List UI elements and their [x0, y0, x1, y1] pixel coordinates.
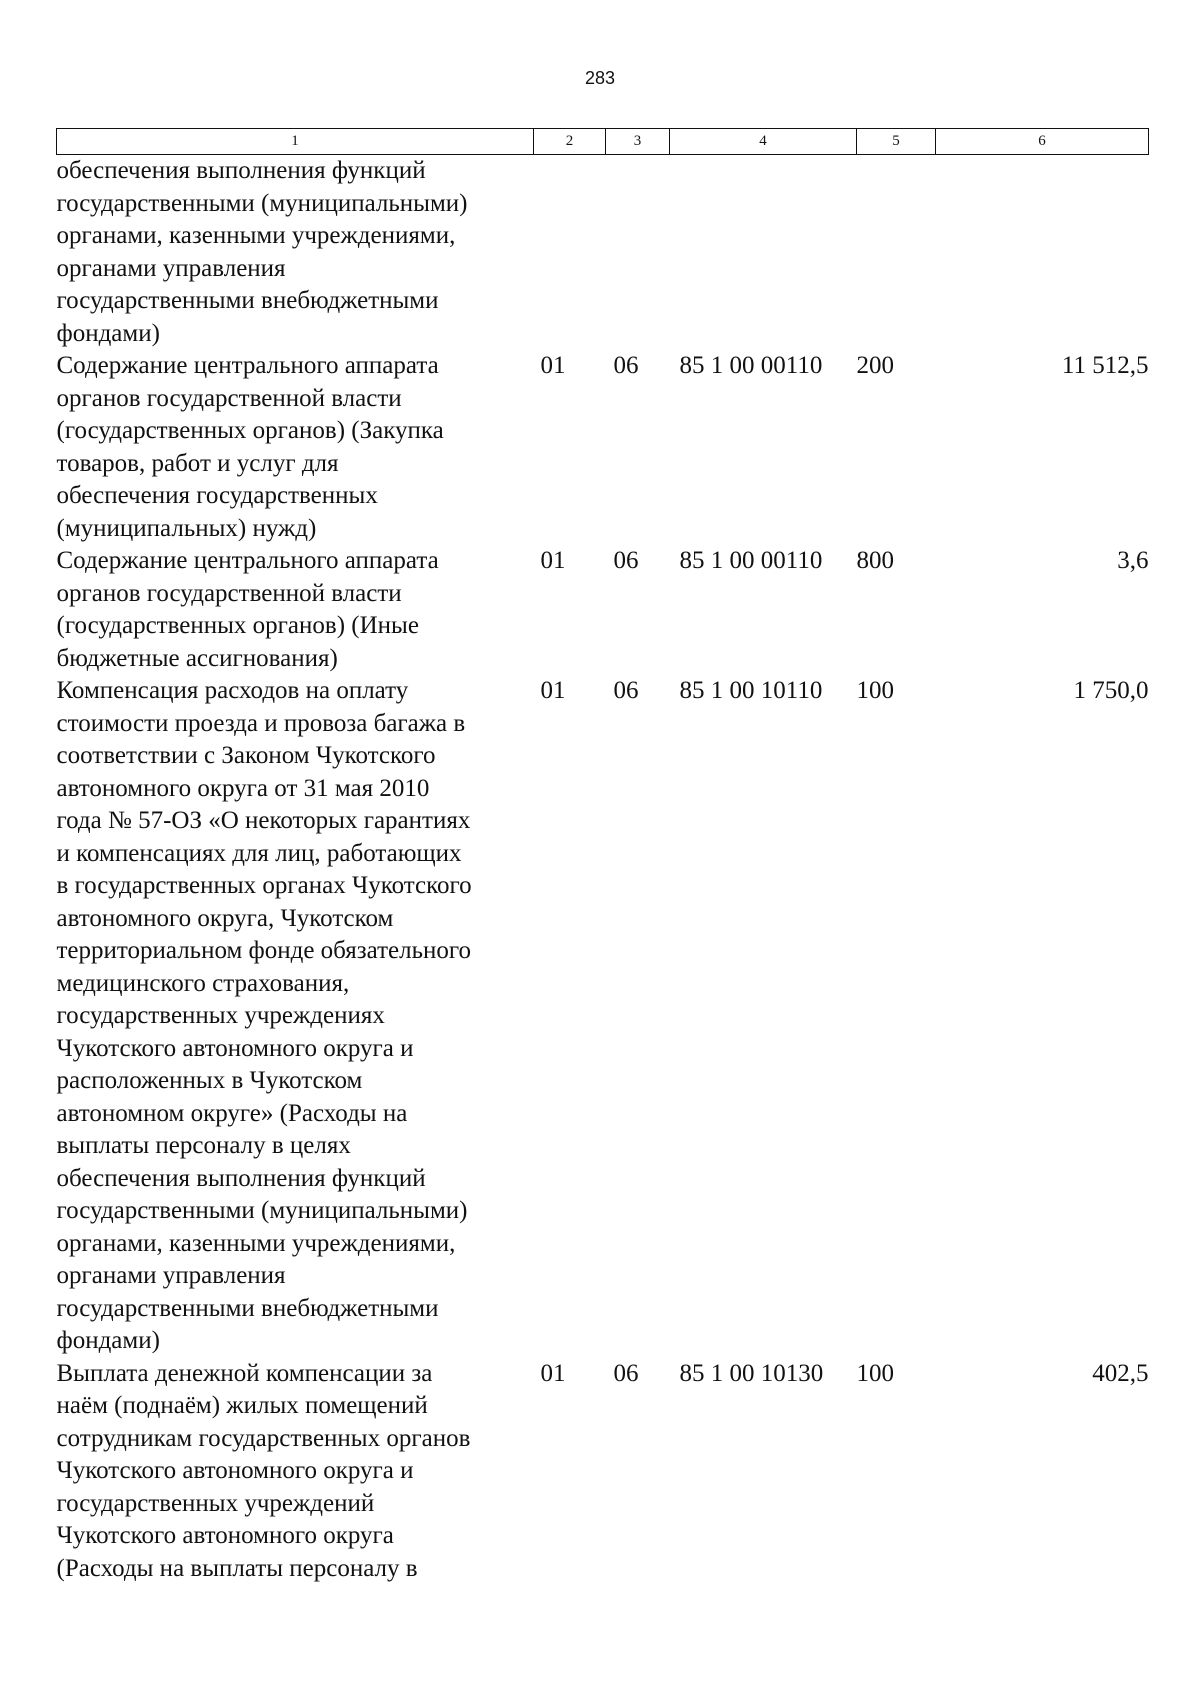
subsection-code: 06: [613, 352, 639, 379]
column-header-3: 3: [606, 129, 670, 155]
description-line: государственными (муниципальными): [56, 189, 468, 217]
description-line: (государственных органов) (Иные: [56, 612, 419, 639]
amount-value: 3,6: [1117, 547, 1149, 574]
target-article-code: 85 1 00 10130: [679, 1359, 824, 1387]
description-line: обеспечения выполнения функций: [56, 1164, 426, 1192]
page-number: 283: [584, 68, 616, 88]
description-line: бюджетные ассигнования): [56, 644, 338, 672]
description-line: Чукотского автономного округа: [56, 1522, 394, 1549]
column-header-1: 1: [57, 129, 534, 155]
expense-type-code: 200: [856, 352, 894, 379]
description-line: государственными (муниципальными): [56, 1197, 468, 1224]
description-line: Содержание центрального аппарата: [56, 352, 439, 379]
description-line: (государственных органов) (Закупка: [56, 417, 444, 444]
target-article-code: 85 1 00 10110: [679, 677, 823, 704]
section-code: [534, 155, 606, 351]
description-line: обеспечения выполнения функций: [56, 157, 426, 184]
description-line: государственными внебюджетными: [56, 287, 439, 314]
description-line: (Расходы на выплаты персоналу в: [56, 1554, 418, 1582]
subsection-code: [606, 155, 670, 351]
description-line: года № 57-ОЗ «О некоторых гарантиях: [56, 807, 471, 834]
subsection-code: 06: [613, 677, 639, 704]
row-description: [57, 675, 534, 1358]
table-row: [57, 675, 1149, 1358]
description-line: автономном округе» (Расходы на: [56, 1099, 408, 1127]
section-code: 01: [540, 1359, 566, 1387]
description-line: обеспечения государственных: [56, 482, 378, 509]
amount-value: 402,5: [1092, 1359, 1149, 1387]
description-line: стоимости проезда и провоза багажа в: [56, 709, 466, 737]
description-line: органами управления: [56, 254, 286, 282]
description-line: органов государственной власти: [56, 384, 402, 412]
row-description: [57, 155, 534, 351]
subsection-code: 06: [613, 547, 639, 574]
description-line: в государственных органах Чукотского: [56, 872, 472, 899]
expense-type-code: 800: [856, 547, 894, 574]
description-line: органами, казенными учреждениями,: [56, 1229, 456, 1257]
expense-type-code: [857, 155, 936, 351]
table-row: [57, 350, 1149, 545]
description-line: наём (поднаём) жилых помещений: [56, 1392, 428, 1419]
column-header-4: 4: [670, 129, 857, 155]
description-line: Чукотского автономного округа и: [56, 1034, 414, 1062]
row-description: [57, 350, 534, 545]
amount-value: 11 512,5: [1061, 352, 1149, 379]
description-line: сотрудникам государственных органов: [56, 1424, 471, 1452]
section-code: 01: [540, 677, 566, 704]
target-article-code: 85 1 00 00110: [679, 352, 823, 379]
description-line: территориальном фонде обязательного: [56, 937, 472, 964]
row-description: [57, 1358, 534, 1586]
table-row: [57, 155, 1149, 351]
description-line: Компенсация расходов на оплату: [56, 677, 409, 704]
table-row: [57, 545, 1149, 675]
description-line: государственных учреждений: [56, 1489, 375, 1517]
description-line: соответствии с Законом Чукотского: [56, 742, 436, 769]
column-header-2: 2: [534, 129, 606, 155]
budget-table-container: [56, 128, 1148, 1585]
description-line: Чукотского автономного округа и: [56, 1457, 414, 1484]
description-line: Выплата денежной компенсации за: [56, 1359, 433, 1387]
table-body: [57, 155, 1149, 1586]
description-line: государственных учреждениях: [56, 1002, 385, 1029]
row-description: [57, 545, 534, 675]
description-line: Содержание центрального аппарата: [56, 547, 439, 574]
description-line: фондами): [56, 1327, 160, 1354]
table-row: [57, 1358, 1149, 1586]
description-line: автономного округа от 31 мая 2010: [56, 774, 430, 802]
expense-type-code: 100: [856, 677, 894, 704]
expense-type-code: 100: [856, 1359, 894, 1387]
description-line: государственными внебюджетными: [56, 1294, 439, 1322]
description-line: выплаты персоналу в целях: [56, 1132, 351, 1159]
amount-value: [936, 155, 1149, 351]
description-line: органами, казенными учреждениями,: [56, 222, 456, 249]
description-line: расположенных в Чукотском: [56, 1067, 363, 1094]
budget-table: [56, 128, 1149, 1585]
amount-value: 1 750,0: [1073, 677, 1149, 704]
description-line: фондами): [56, 319, 160, 347]
subsection-code: 06: [613, 1359, 639, 1387]
column-header-6: 6: [936, 129, 1149, 155]
column-number-row: [57, 129, 1149, 155]
description-line: органов государственной власти: [56, 579, 402, 607]
description-line: (муниципальных) нужд): [56, 514, 317, 542]
description-line: автономного округа, Чукотском: [56, 904, 394, 932]
description-line: и компенсациях для лиц, работающих: [56, 839, 462, 867]
description-line: товаров, работ и услуг для: [56, 449, 339, 477]
description-line: органами управления: [56, 1262, 286, 1289]
target-article-code: [670, 155, 857, 351]
target-article-code: 85 1 00 00110: [679, 547, 823, 574]
description-line: медицинского страхования,: [56, 969, 350, 997]
section-code: 01: [540, 352, 566, 379]
column-header-5: 5: [857, 129, 936, 155]
section-code: 01: [540, 547, 566, 574]
